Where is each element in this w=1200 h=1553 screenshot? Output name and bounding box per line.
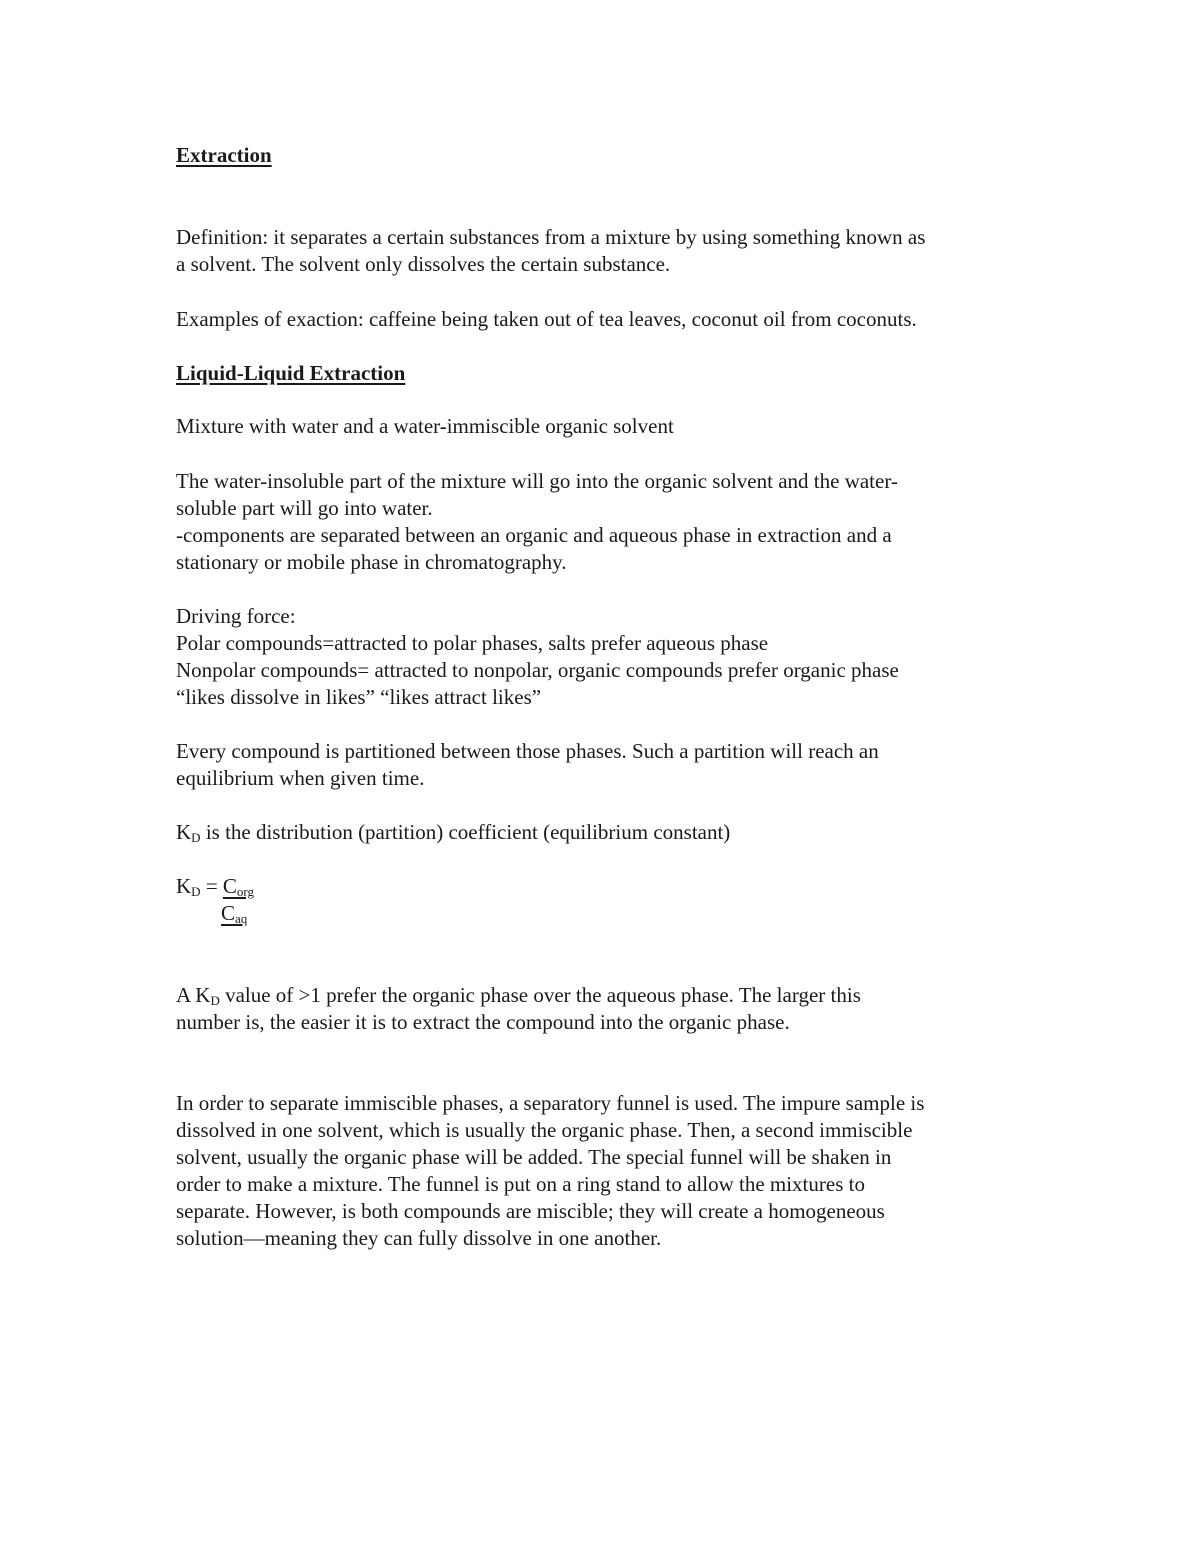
funnel-line-4: order to make a mixture. The funnel is put on a ring stand to allow the mixtures to (176, 1172, 865, 1196)
funnel-line-5: separate. However, is both compounds are miscible; they will create a homogeneous (176, 1199, 885, 1223)
formula-k-subscript: D (191, 884, 201, 899)
formula-denominator-c: C (221, 901, 236, 925)
kd-value-line-2: number is, the easier it is to extract the compound into the organic phase. (176, 1010, 790, 1034)
funnel-line-6: solution—meaning they can fully dissolve in one another. (176, 1226, 662, 1250)
driving-force-likes: “likes dissolve in likes” “likes attract likes” (176, 685, 542, 709)
funnel-line-2: dissolved in one solvent, which is usually the organic phase. Then, a second immiscible (176, 1118, 913, 1142)
kd-definition-text: is the distribution (partition) coefficient (equilibrium constant) (200, 820, 731, 844)
document-title: Extraction (176, 143, 272, 167)
formula-numerator-c: C (222, 874, 237, 898)
formula-numerator-subscript: org (236, 884, 255, 899)
driving-force-label: Driving force: (176, 604, 296, 628)
formula-denominator (221, 901, 247, 925)
formula-numerator (223, 874, 254, 898)
mixture-paragraph: Mixture with water and a water-immiscible organic solvent (176, 414, 674, 438)
examples-paragraph: Examples of exaction: caffeine being taken out of tea leaves, coconut oil from coconuts. (176, 307, 917, 331)
kd-value-subscript: D (210, 993, 220, 1008)
parts-line-1: The water-insoluble part of the mixture will go into the organic solvent and the water- (176, 469, 898, 493)
kd-formula-denominator (221, 900, 247, 932)
formula-denominator-subscript: aq (235, 911, 248, 926)
partition-line-2: equilibrium when given time. (176, 766, 425, 790)
kd-definition (176, 819, 730, 851)
funnel-line-1: In order to separate immiscible phases, a separatory funnel is used. The impure sample is (176, 1091, 925, 1115)
formula-equals: = (200, 874, 223, 898)
section-heading: Liquid-Liquid Extraction (176, 361, 406, 385)
parts-line-2: soluble part will go into water. (176, 496, 433, 520)
definition-line-1: Definition: it separates a certain substances from a mixture by using something known as (176, 225, 926, 249)
definition-line-2: a solvent. The solvent only dissolves the certain substance. (176, 252, 671, 276)
driving-force-polar: Polar compounds=attracted to polar phases, salts prefer aqueous phase (176, 631, 769, 655)
partition-line-1: Every compound is partitioned between those phases. Such a partition will reach an (176, 739, 879, 763)
kd-symbol: K (176, 820, 192, 844)
parts-line-4: stationary or mobile phase in chromatography. (176, 550, 567, 574)
parts-line-3: -components are separated between an organic and aqueous phase in extraction and a (176, 523, 892, 547)
kd-value-text: value of >1 prefer the organic phase over the aqueous phase. The larger this (219, 983, 861, 1007)
kd-value-prefix: A K (176, 983, 211, 1007)
formula-k: K (176, 874, 192, 898)
funnel-line-3: solvent, usually the organic phase will be added. The special funnel will be shaken in (176, 1145, 892, 1169)
kd-subscript: D (191, 830, 201, 845)
driving-force-nonpolar: Nonpolar compounds= attracted to nonpolar, organic compounds prefer organic phase (176, 658, 899, 682)
